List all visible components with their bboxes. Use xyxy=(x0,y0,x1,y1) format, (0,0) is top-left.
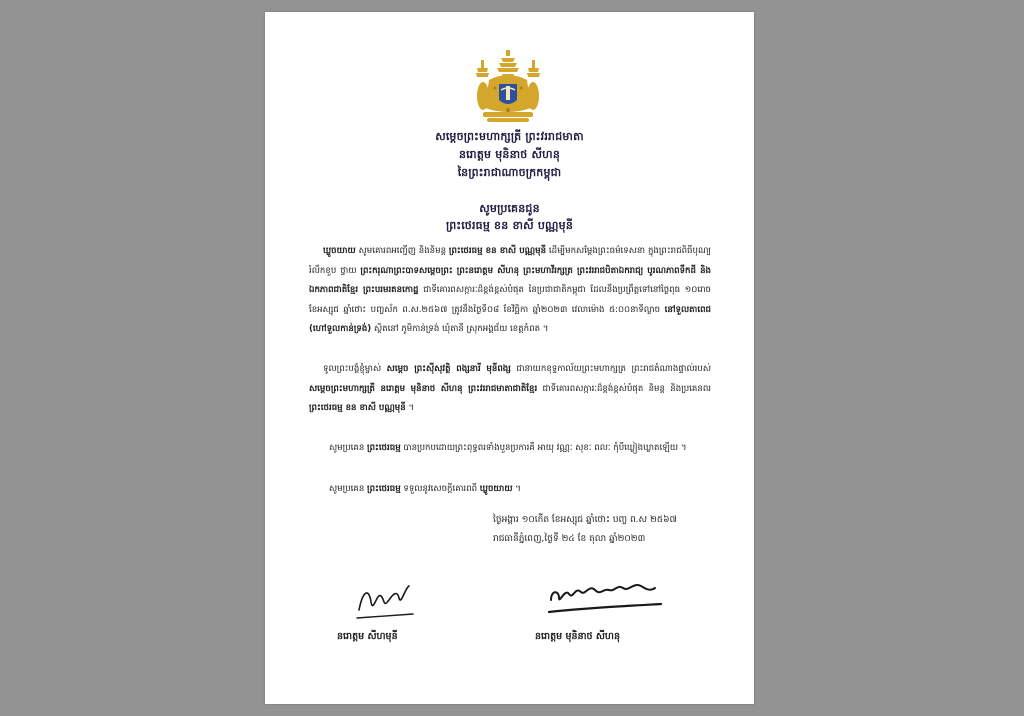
text-run: សូមប្រគេន xyxy=(329,443,368,453)
bold-text-run: នៅទួលតាពេជ (ហៅទួលកាន់ទ្រង់) xyxy=(309,304,711,334)
royal-coat-of-arms-icon xyxy=(475,48,541,128)
text-run: សូមប្រគេន xyxy=(329,484,368,494)
text-run: ។ xyxy=(512,484,521,494)
letter-page xyxy=(265,12,754,704)
bold-text-run: ឃ្លូចយាយ xyxy=(323,246,356,256)
lunar-date: ថ្ងៃអង្គារ ១០កើត ខែអស្សុជ ឆ្នាំថោះ បញ្ច ព.ស ២៥៦៧ xyxy=(493,515,677,525)
sender-title-line2: នរោត្ដម មុនិនាថ សីហនុ xyxy=(458,148,561,161)
bold-text-run: សម្ដេចព្រះមហាក្សត្រី នរោត្ដម មុនិនាថ សីហនុ ព្រះវររាជមាតាជាតិខ្មែរ xyxy=(309,383,538,394)
right-signatory-name: នរោត្ដម មុនិនាថ សីហនុ xyxy=(535,631,621,642)
solar-date-place: រាជធានីភ្នំពេញ,ថ្ងៃទី ២៤ ខែ តុលា ឆ្នាំ២០២៣ xyxy=(493,534,646,544)
text-run: ទទួលនូវសេចក្ដីគោរពពី xyxy=(400,484,480,494)
addressee-line2: ព្រះថេរធម្ម ខន ខាសី បណ្ណមុនី xyxy=(446,219,573,232)
sender-title-line3: នៃព្រះរាជាណាចក្រកម្ពុជា xyxy=(457,166,562,179)
body-paragraph xyxy=(309,480,711,500)
bold-text-run: ព្រះថេរធម្ម xyxy=(367,443,401,453)
text-run: ទូលព្រះបង្គំខ្ញុំម្ចាស់ xyxy=(323,364,387,374)
body-paragraph xyxy=(309,439,711,459)
text-run: បានប្រកបដោយព្រះពុទ្ធពរទាំងបួនប្រការគឺ អាយុ វណ្ណៈ សុខៈ ពលៈ កុំបីឃ្លៀងឃ្លាតឡើយ ។ xyxy=(400,443,687,453)
bold-text-run: ព្រះថេរធម្ម ខន ខាសី បណ្ណមុនី xyxy=(309,403,406,413)
text-run: ជានាយកខុទ្ទកាល័យព្រះមហាក្សត្រ ព្រះរាជតំណាងផ្ទាល់របស់ xyxy=(510,364,712,374)
text-run: ដើម្បីមកសម្ដែងព្រះធម៌ទេសនា ក្នុងព្រះរាជពិធីបុណ្យរំលឹកខួប ថ្វាយ xyxy=(309,246,711,276)
bold-text-run: ព្រះករុណាព្រះបាទសម្ដេចព្រះ ព្រះនរោត្ដម សីហនុ ព្រះមហាវីរក្សត្រ ព្រះវររាជបិតាឯករាជ្យ បូរណភាពទឹកដី និងឯកភាពជាតិខ្មែរ ព្រះបរមរតនកោដ្ឋ xyxy=(309,265,711,295)
left-handwritten-signature xyxy=(355,580,415,622)
bold-text-run: ព្រះថេរធម្ម xyxy=(367,484,401,494)
text-run: ។ xyxy=(405,403,415,413)
text-run: ស្ថិតនៅ ភូមិកាន់ទ្រង់ ឃុំតានី ស្រុកអង្គជ័យ ខេត្តកំពត ។ xyxy=(371,324,549,334)
text-run: ជាទីគោរពសក្ការៈដ៏ខ្ពង់ខ្ពស់បំផុត និមន្ត និងប្រគេនពរ xyxy=(537,383,711,394)
bold-text-run: ព្រះថេរធម្ម ខន ខាសី បណ្ណមុនី xyxy=(448,246,547,256)
text-run: ជាទីគោរពសក្ការៈដ៏ខ្ពង់ខ្ពស់បំផុត នៃប្រជាជាតិកម្ពុជា ដែលនឹងប្រព្រឹត្តទៅនៅថ្ងៃពុធ ១០រោច ខែអស្សុជ ឆ្នាំថោះ បញ្ចស័ក ព.ស.២៥៦៧ ត្រូវនឹងថ្ងៃទី០៨ ខែវិច្ឆិកា ឆ្នាំ២០២៣ វេលាម៉ោង ៥:០០នាទីល្ងាច xyxy=(309,285,711,315)
text-run: សូមគោរពអញ្ជើញ និងនិមន្ត xyxy=(355,246,449,256)
bold-text-run: ឃ្លូចយាយ xyxy=(479,484,513,494)
right-handwritten-signature xyxy=(545,578,665,620)
left-signatory-name: នរោត្ដម សីហមុនី xyxy=(337,631,398,642)
body-paragraph xyxy=(309,360,711,419)
addressee-line1: សូមប្រគេនជូន xyxy=(479,202,540,215)
body-paragraph xyxy=(309,242,711,340)
sender-title-line1: សម្ដេចព្រះមហាក្សត្រី ព្រះវររាជមាតា xyxy=(435,130,584,143)
bold-text-run: សម្ដេច ព្រះស៊ីសុវត្ថិ ពង្សនារី មុនីពង្ស xyxy=(386,364,511,374)
